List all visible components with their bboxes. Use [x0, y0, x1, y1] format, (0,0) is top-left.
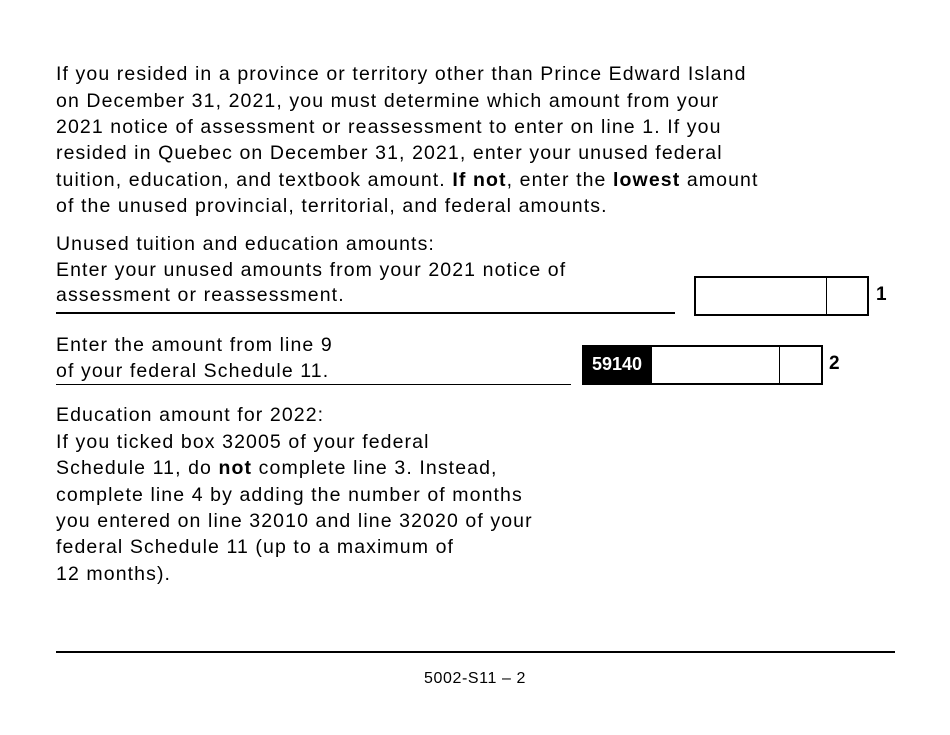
footer-rule	[56, 651, 895, 653]
intro-line-2: on December 31, 2021, you must determine which amount from your	[56, 90, 720, 112]
unused-instruction-line-a: Enter your unused amounts from your 2021 notice of	[56, 259, 567, 281]
unused-underline	[56, 312, 675, 314]
education-line-2	[56, 455, 498, 481]
intro-line-5	[56, 167, 758, 193]
line-2-text-b: of your federal Schedule 11.	[56, 360, 330, 382]
education-emphasis-not: not	[218, 457, 253, 479]
line-1-cents-divider	[826, 278, 827, 314]
line-2-field-code: 59140	[582, 345, 652, 385]
line-2-text-a: Enter the amount from line 9	[56, 334, 333, 356]
intro-line-5-a: tuition, education, and textbook amount.	[56, 169, 453, 191]
intro-line-3: 2021 notice of assessment or reassessment to enter on line 1. If you	[56, 116, 722, 138]
intro-line-1: If you resided in a province or territory other than Prince Edward Island	[56, 63, 747, 85]
education-line-4: you entered on line 32010 and line 32020 of your	[56, 510, 533, 532]
intro-emphasis-if-not: If not	[452, 169, 507, 191]
line-2-underline	[56, 384, 571, 385]
footer-form-id: 5002-S11 – 2	[423, 670, 527, 687]
line-1-number: 1	[876, 284, 887, 305]
intro-line-4: resided in Quebec on December 31, 2021, enter your unused federal	[56, 142, 723, 164]
education-line-6: 12 months).	[56, 563, 172, 585]
intro-line-5-c: , enter the	[506, 169, 614, 191]
line-2-cents-divider	[779, 347, 780, 383]
intro-emphasis-lowest: lowest	[613, 169, 681, 191]
education-line-2-c: complete line 3. Instead,	[252, 457, 498, 479]
education-line-2-a: Schedule 11, do	[56, 457, 219, 479]
unused-heading: Unused tuition and education amounts:	[56, 233, 435, 255]
line-2-amount-field[interactable]	[650, 345, 823, 385]
unused-instruction-line-b: assessment or reassessment.	[56, 284, 345, 306]
education-heading: Education amount for 2022:	[56, 404, 325, 426]
intro-line-6: of the unused provincial, territorial, and federal amounts.	[56, 195, 608, 217]
education-line-5: federal Schedule 11 (up to a maximum of	[56, 536, 455, 558]
education-line-3: complete line 4 by adding the number of months	[56, 484, 523, 506]
line-2-number: 2	[829, 353, 840, 374]
education-line-1: If you ticked box 32005 of your federal	[56, 431, 430, 453]
line-1-amount-field[interactable]	[694, 276, 869, 316]
intro-line-5-e: amount	[680, 169, 759, 191]
